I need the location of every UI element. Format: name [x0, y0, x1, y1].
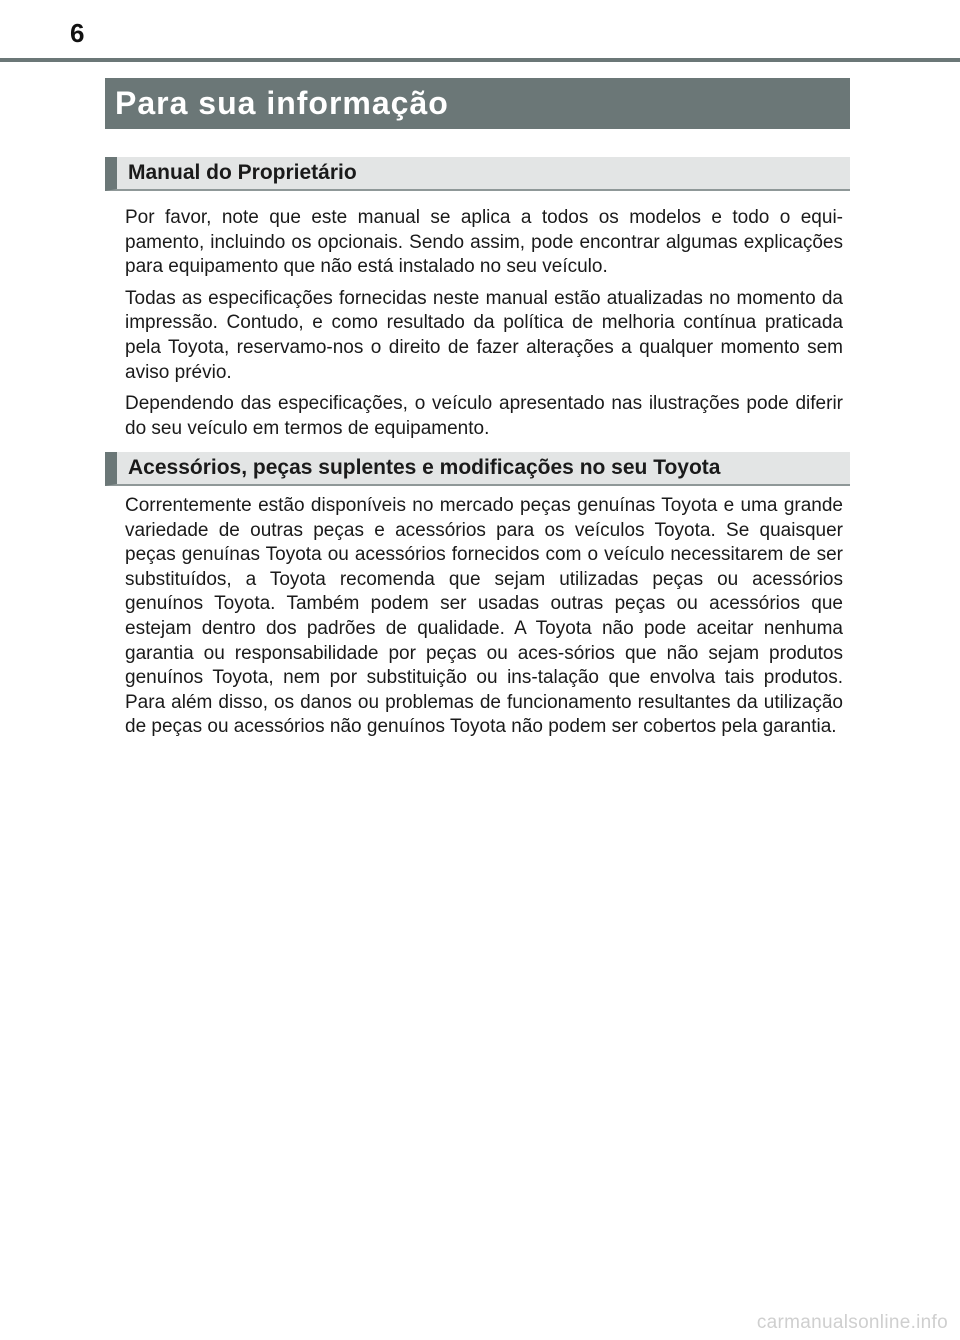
section-heading-text: Acessórios, peças suplentes e modificações no seu Toyota: [128, 456, 721, 479]
paragraph: Por favor, note que este manual se aplica a todos os modelos e todo o equi-pamento, incluindo os opcionais. Sendo assim, pode encontrar algumas explicações para equipamento que não está instalado no seu veículo.: [125, 207, 843, 278]
header-rule: [0, 58, 960, 62]
paragraph: Todas as especificações fornecidas neste manual estão atualizadas no momento da impressão. Contudo, e como resultado da política de melhoria contínua praticada pela Toyota, reservamo-nos o direito de fazer alterações a qualquer momento sem aviso prévio.: [125, 287, 843, 383]
section-body-manual: [125, 206, 843, 448]
page-title: Para sua informação: [115, 85, 449, 121]
section-heading-accessories: [105, 452, 850, 486]
paragraph: Dependendo das especificações, o veículo apresentado nas ilustrações pode diferir do seu veículo em termos de equipamento.: [125, 393, 843, 439]
page-number: 6: [70, 18, 85, 48]
watermark: carmanualsonline.info: [756, 1312, 948, 1333]
section-heading-manual: [105, 157, 850, 191]
paragraph: Correntemente estão disponíveis no mercado peças genuínas Toyota e uma grande variedade de outras peças e acessórios para os veículos Toyota. Se quaisquer peças genuínas Toyota ou acessórios fornecidos com o veículo necessitarem de ser substituídos, a Toyota recomenda que sejam utilizadas peças ou acessórios genuínos Toyota. Também podem ser usadas outras peças ou acessórios que estejam dentro dos padrões de qualidade. A Toyota não pode aceitar nenhuma garantia ou responsabilidade por peças ou aces-sórios que não sejam produtos genuínos Toyota, nem por substituição ou ins-talação que envolva tais produtos. Para além disso, os danos ou problemas de funcionamento resultantes da utilização de peças ou acessórios não genuínos Toyota não podem ser cobertos pela garantia.: [125, 495, 843, 738]
section-body-accessories: [125, 494, 843, 747]
page-title-bar: [105, 78, 850, 129]
section-heading-text: Manual do Proprietário: [128, 161, 357, 184]
